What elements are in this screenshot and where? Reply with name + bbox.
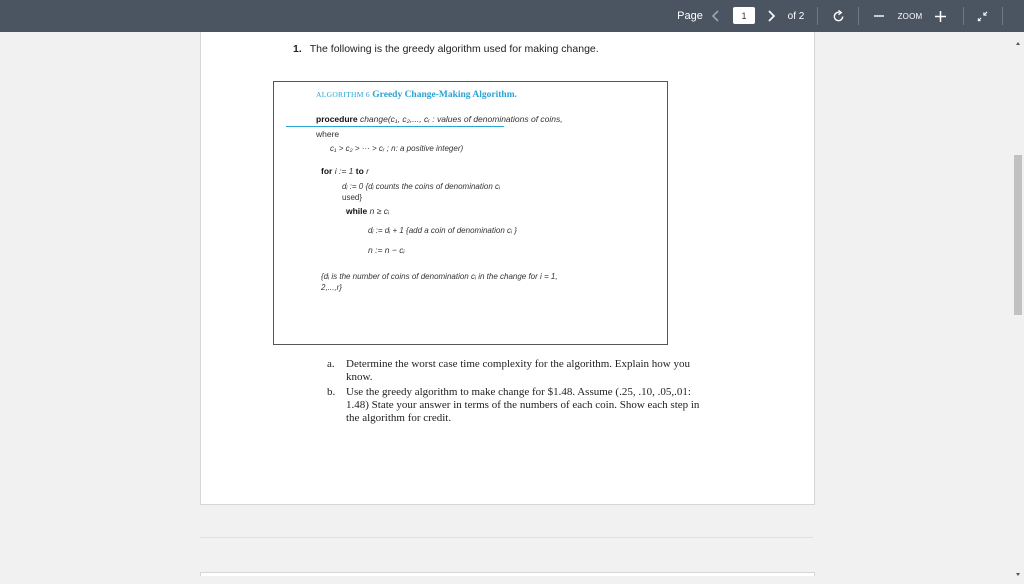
keyword: while [346, 206, 368, 216]
zoom-out-icon [874, 11, 884, 21]
algorithm-line: dᵢ := 0 {dᵢ counts the coins of denomination cᵢ [342, 182, 500, 191]
algorithm-title [316, 90, 517, 100]
page-count: of 2 [787, 10, 805, 22]
algorithm-line: dᵢ := dᵢ + 1 {add a coin of denomination cᵢ } [368, 226, 517, 235]
rotate-icon [832, 10, 845, 23]
algorithm-line: used} [342, 193, 363, 202]
loop-bound: r [366, 166, 370, 176]
part-text [346, 358, 690, 384]
algorithm-line: where [316, 129, 340, 139]
pdf-page-1 [200, 32, 815, 505]
algorithm-line [321, 166, 369, 176]
document-viewer [0, 32, 1012, 576]
loop-range: i := 1 [334, 166, 354, 176]
keyword: for [321, 166, 333, 176]
part-label: a. [327, 358, 335, 370]
next-page-button[interactable] [763, 0, 779, 32]
previous-page-button[interactable] [708, 0, 724, 32]
zoom-in-button[interactable] [932, 0, 948, 32]
page-label: Page [677, 10, 703, 22]
algorithm-line: 2,...,r} [321, 283, 342, 292]
page-separator [200, 537, 813, 538]
triangle-up-icon [1013, 39, 1023, 47]
toolbar-divider [858, 7, 859, 25]
toolbar-divider [963, 7, 964, 25]
toolbar-divider [817, 7, 818, 25]
viewer-toolbar [0, 0, 1024, 32]
zoom-label: ZOOM [897, 11, 923, 21]
algorithm-line: c₁ > c₂ > ··· > cᵣ ; n: a positive integer) [330, 144, 464, 153]
part-label: b. [327, 386, 336, 398]
scroll-up-button[interactable] [1013, 34, 1023, 42]
page-number-input[interactable]: 1 [733, 7, 755, 24]
scrollbar-thumb[interactable] [1014, 155, 1022, 315]
question-text: The following is the greedy algorithm used for making change. [309, 43, 599, 55]
question-1 [293, 43, 599, 55]
fit-page-button[interactable] [974, 0, 990, 32]
text-line: know. [346, 371, 373, 383]
procedure-signature: change(c₁, c₂,..., cᵣ : values of denominations of coins, [359, 114, 563, 124]
algorithm-figure [273, 81, 668, 345]
zoom-in-icon [935, 11, 946, 22]
pdf-page-2 [200, 572, 815, 576]
keyword: to [355, 166, 364, 176]
loop-condition: n ≥ cᵢ [369, 206, 390, 216]
keyword: procedure [316, 114, 358, 124]
underline-divider [286, 126, 504, 127]
triangle-down-icon [1013, 571, 1023, 579]
algorithm-line [346, 206, 389, 216]
rotate-button[interactable] [829, 0, 847, 32]
scroll-down-button[interactable] [1013, 566, 1023, 574]
question-number: 1. [293, 43, 302, 55]
part-text [346, 386, 699, 425]
chevron-right-icon [767, 10, 775, 22]
chevron-left-icon [712, 10, 720, 22]
text-line: 1.48) State your answer in terms of the numbers of each coin. Show each step in [346, 399, 700, 411]
algorithm-label: ALGORITHM 6 [316, 90, 370, 99]
algorithm-line: {dᵢ is the number of coins of denomination cᵢ in the change for i = 1, [321, 272, 558, 281]
text-line: Use the greedy algorithm to make change for $1.48. Assume (.25, .10, .05,.01: [346, 386, 691, 398]
algorithm-name: Greedy Change-Making Algorithm. [372, 90, 517, 100]
text-line: Determine the worst case time complexity for the algorithm. Explain how you [346, 358, 690, 370]
algorithm-line [316, 114, 563, 124]
fit-page-icon [977, 11, 988, 22]
zoom-out-button[interactable] [871, 0, 887, 32]
algorithm-line: n := n − cᵢ [368, 245, 405, 255]
toolbar-divider [1002, 7, 1003, 25]
text-line: the algorithm for credit. [346, 412, 452, 424]
